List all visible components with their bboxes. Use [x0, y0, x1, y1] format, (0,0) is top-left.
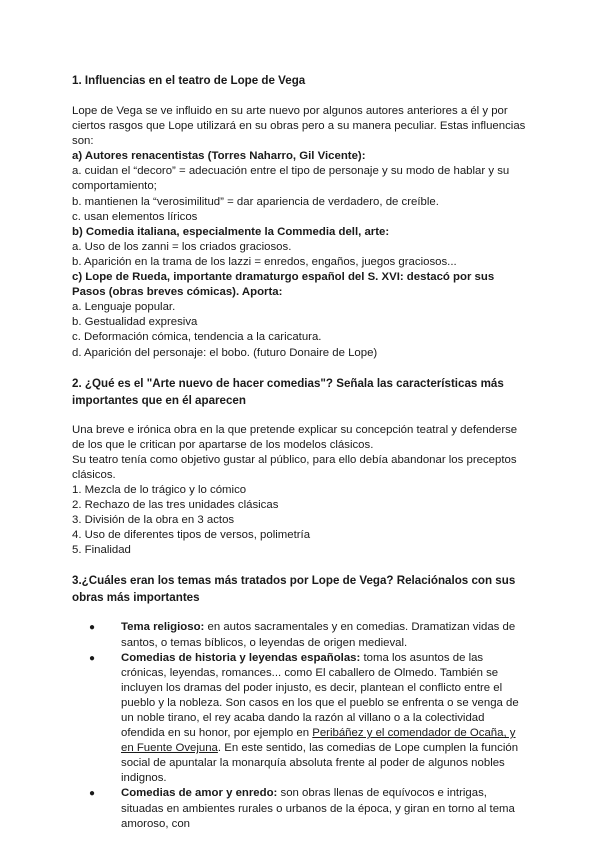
- influence-c-item: b. Gestualidad expresiva: [72, 316, 198, 329]
- theme-text: son obras llenas de equívocos e intrigas, situadas en ambientes rurales o urbanos de la época, y giran en torno al tema amoroso, con: [121, 787, 515, 830]
- feature-item: 3. División de la obra en 3 actos: [72, 514, 235, 527]
- section-2-paragraph: Una breve e irónica obra en la que pretende explicar su concepción teatral y defenderse de los que le critican por apartarse de los modelos clásicos.: [72, 423, 518, 451]
- list-item: [85, 651, 528, 787]
- section-3-title: 3.¿Cuáles eran los temas más tratados por Lope de Vega? Relaciónalos con sus obras más importantes: [72, 574, 516, 605]
- section-1-title: 1. Influencias en el teatro de Lope de Vega: [72, 74, 306, 87]
- bullet-icon: ●: [89, 622, 96, 634]
- influence-b-item: b. Aparición en la trama de los lazzi = enredos, engaños, juegos graciosos...: [72, 255, 457, 268]
- theme-heading: Tema religioso:: [121, 621, 205, 634]
- spacer: [72, 606, 528, 620]
- spacer: [72, 558, 528, 572]
- influence-b-heading: b) Comedia italiana, especialmente la Commedia dell, arte:: [72, 225, 390, 238]
- bullet-icon: ●: [89, 652, 96, 664]
- themes-list: [72, 620, 528, 831]
- theme-heading: Comedias de historia y leyendas españolas:: [121, 651, 361, 664]
- bullet-icon: ●: [89, 788, 96, 800]
- influence-a-item: b. mantienen la “verosimilitud” = dar apariencia de verdadero, de creíble.: [72, 195, 439, 208]
- feature-item: 1. Mezcla de lo trágico y lo cómico: [72, 483, 247, 496]
- theme-text: toma los asuntos de las crónicas, leyendas, romances... como El caballero de Olmedo. También se incluyen los dramas del poder injusto, es decir, plantean el conflicto entre el pueblo y la nobleza. Son casos en los que el pueblo se enfrenta o se venga de un noble tirano, el rey acaba dando la razón al villano o a la colectividad ofendida en su honor, por ejemplo en: [121, 651, 519, 740]
- section-2-paragraph: Su teatro tenía como objetivo gustar al público, para ello debía abandonar los preceptos clásicos.: [72, 453, 517, 481]
- influence-a-item: c. usan elementos líricos: [72, 210, 198, 223]
- influence-c-item: a. Lenguaje popular.: [72, 301, 176, 314]
- spacer: [72, 409, 528, 423]
- list-item: [85, 786, 528, 831]
- feature-item: 5. Finalidad: [72, 544, 131, 557]
- theme-text: en autos sacramentales y en comedias. Dramatizan vidas de santos, o temas bíblicos, o leyendas de origen medieval.: [121, 621, 516, 649]
- influence-a-heading: a) Autores renacentistas (Torres Naharro, Gil Vicente):: [72, 150, 366, 163]
- spacer: [72, 361, 528, 375]
- feature-item: 4. Uso de diferentes tipos de versos, polimetría: [72, 529, 311, 542]
- feature-item: 2. Rechazo de las tres unidades clásicas: [72, 499, 279, 512]
- influence-c-item: d. Aparición del personaje: el bobo. (futuro Donaire de Lope): [72, 346, 378, 359]
- section-1-intro: Lope de Vega se ve influido en su arte nuevo por algunos autores anteriores a él y por ciertos rasgos que Lope utilizará en su obras pero a su manera peculiar. Estas influencias son:: [72, 105, 526, 148]
- section-2-title: 2. ¿Qué es el "Arte nuevo de hacer comedias"? Señala las características más importantes que en él aparecen: [72, 376, 504, 407]
- document-page: [72, 72, 528, 832]
- influence-b-item: a. Uso de los zanni = los criados graciosos.: [72, 240, 292, 253]
- influence-a-item: a. cuidan el “decoro” = adecuación entre el tipo de personaje y su modo de hablar y su comportamiento;: [72, 165, 510, 193]
- influence-c-heading: c) Lope de Rueda, importante dramaturgo español del S. XVI: destacó por sus Pasos (obras breves cómicas). Aporta:: [72, 271, 495, 299]
- works-link[interactable]: Peribáñez y el comendador de Ocaña, y en Fuente Ovejuna: [121, 727, 516, 755]
- influence-c-item: c. Deformación cómica, tendencia a la caricatura.: [72, 331, 322, 344]
- theme-text: . En este sentido, las comedias de Lope cumplen la función social de apuntalar la monarquía absoluta frente al poder de algunos nobles indignos.: [121, 742, 519, 785]
- list-item: [85, 620, 528, 650]
- theme-heading: Comedias de amor y enredo:: [121, 787, 278, 800]
